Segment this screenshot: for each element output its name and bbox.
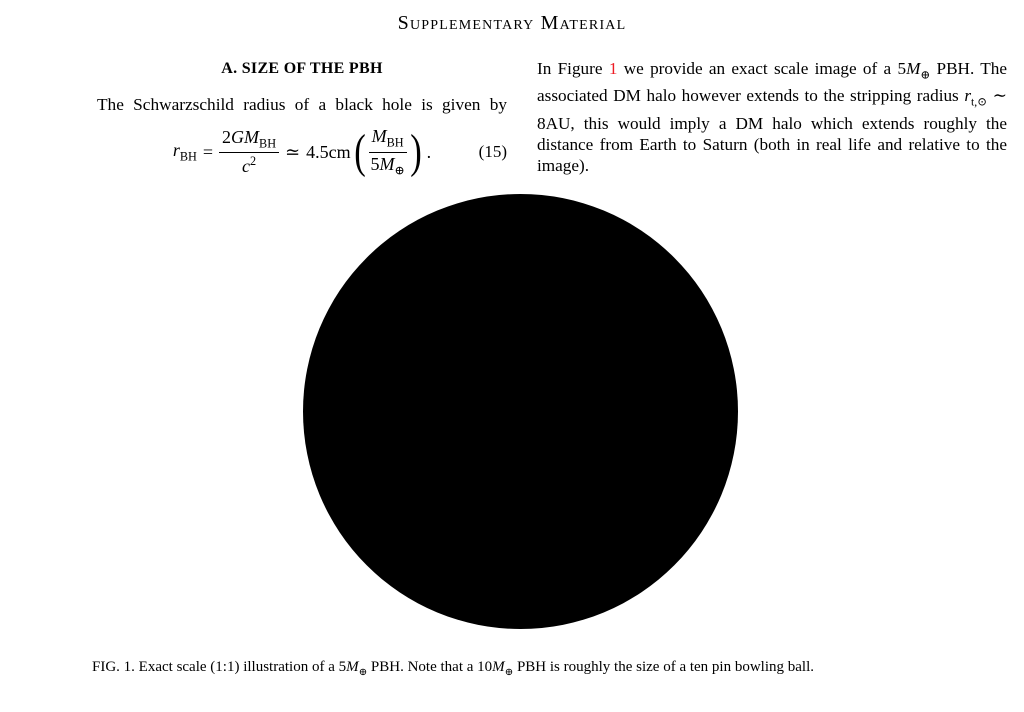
eq-fraction-2-numerator [369,126,407,152]
eq-f2-den-var: M [379,153,395,174]
eq-fraction-1 [219,127,279,177]
eq-f2-den-coeff: 5 [370,153,380,174]
stripping-radius-sub: t,⊙ [971,95,988,109]
eq-fraction-1-numerator [219,127,279,153]
figure-1-link[interactable]: 1 [608,59,618,78]
eq-period: . [426,141,432,162]
stripping-radius-symbol: r [964,86,972,106]
eq-f2-num-sub: BH [386,136,404,151]
mass-symbol: M [346,659,359,675]
intro-paragraph: The Schwarzschild radius of a black hole is given by [97,95,507,114]
earth-mass-sub: ⊕ [920,68,931,82]
text-segment: In Figure [537,59,609,78]
eq-fraction-2 [369,126,407,177]
eq-f1-num-sub: BH [259,136,277,151]
eq-equals-sign: = [202,141,214,162]
left-column [97,60,507,179]
eq-f2-den-sub: ⊕ [394,163,405,178]
right-column [537,58,1007,176]
eq-approx-sign: ≃ [285,141,301,162]
text-segment: PBH is roughly the size of a ten pin bowling ball. [513,659,815,675]
text-segment: FIG. 1. Exact scale (1:1) illustration of a 5 [92,659,347,675]
schwarzschild-equation [97,125,507,179]
equation-number: (15) [478,142,507,161]
page-title: Supplementary Material [397,12,627,34]
eq-f1-den-var: c [241,155,250,176]
text-segment: PBH. The associated DM halo however extends to the stripping radius [537,59,1007,106]
section-a-heading: A. SIZE OF THE PBH [221,60,383,77]
eq-lhs-sub: BH [179,149,197,164]
pbh-figure-circle [303,194,738,629]
earth-mass-sub: ⊕ [504,667,514,678]
text-segment: PBH. Note that a 10 [367,659,493,675]
mass-symbol: M [906,59,921,78]
eq-f2-num-var: M [371,126,387,147]
right-paragraph [537,58,1007,176]
eq-lhs-var: r [172,139,180,160]
eq-fraction-2-denominator [370,153,404,178]
eq-f1-den-sup: 2 [249,153,257,168]
equation-body: $r_{BH}$ = $\frac{2GM_{BH}}{c^2}$ ≃ 4.5cm ( $\frac{M_{BH}}{5M_\oplus}$ ) . [172,125,432,178]
figure-1-caption [92,659,814,678]
text-segment: ∼ 8AU, this would imply a DM halo which extends roughly the distance from Earth to Saturn (both in real life and relative to the image). [537,86,1008,175]
eq-f1-num-coeff: 2 [222,126,232,147]
eq-fraction-1-denominator [242,153,256,177]
mass-symbol: M [492,659,505,675]
eq-lhs [173,140,197,165]
earth-mass-sub: ⊕ [358,667,368,678]
eq-coefficient: 4.5cm [306,141,351,162]
eq-f1-num-vars: GM [231,126,260,147]
text-segment: we provide an exact scale image of a 5 [617,59,907,78]
